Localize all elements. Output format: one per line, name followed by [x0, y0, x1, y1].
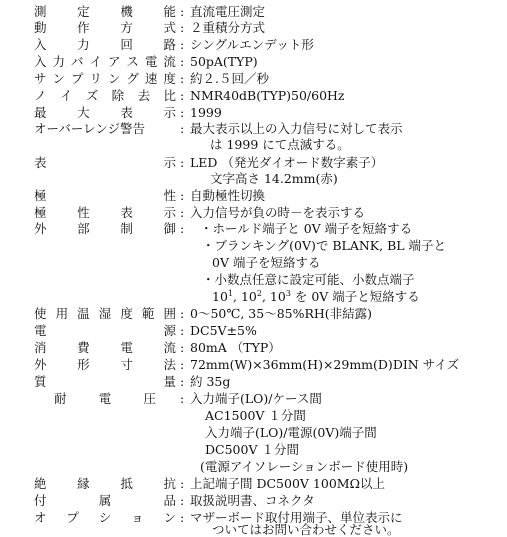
spec-row-continued	[0, 459, 507, 475]
spec-row-continued	[0, 255, 507, 271]
colon: :	[180, 71, 185, 86]
spec-label-dimensions: 外 形 寸 法	[34, 357, 176, 372]
colon: :	[180, 476, 185, 491]
spec-value: NMR40dB(TYP)50/60Hz	[190, 88, 345, 103]
colon: :	[180, 205, 185, 220]
spec-value-continued: AC1500V １分間	[205, 408, 306, 423]
spec-value: DC5V±5%	[190, 323, 257, 338]
spec-value-continued: 入力端子(LO)/電源(0V)端子間	[205, 425, 377, 440]
colon: :	[180, 493, 185, 508]
spec-label-max-display: 最 大 表 示	[34, 105, 176, 120]
colon: :	[180, 340, 185, 355]
colon: :	[180, 88, 185, 103]
colon: :	[180, 54, 185, 69]
spec-row	[0, 306, 507, 322]
spec-label-power-supply: 電 源	[34, 323, 176, 338]
spec-label-polarity: 極 性	[34, 188, 176, 203]
spec-row	[0, 4, 507, 20]
spec-value: 0～50℃, 35～85%RH(非結露)	[190, 306, 373, 321]
spec-value: 1999	[190, 105, 222, 120]
spec-value: ・ホールド端子と 0V 端子を短絡する	[200, 221, 413, 236]
spec-value: 上記端子間 DC500V 100MΩ以上	[190, 476, 385, 491]
spec-row	[0, 476, 507, 492]
spec-value-continued: ついてはお問い合わせください。	[212, 522, 400, 537]
spec-label-operation-method: 動 作 方 式	[34, 20, 176, 35]
spec-row	[0, 37, 507, 53]
decimal-exponent-2: 2	[256, 289, 262, 298]
spec-label-sampling-rate: サ ン プ リ ン グ 速 度	[34, 71, 176, 86]
spec-value: 50pA(TYP)	[190, 54, 258, 69]
spec-label-input-bias-current: 入 力 バ イ ア ス 電 流	[34, 54, 176, 69]
spec-row	[0, 54, 507, 70]
spec-value: 取扱説明書、コネクタ	[190, 493, 315, 508]
spec-row-continued	[0, 408, 507, 424]
spec-row	[0, 20, 507, 36]
spec-row	[0, 188, 507, 204]
spec-label-current-consumption: 消 費 電 流	[34, 340, 176, 355]
spec-row	[0, 391, 507, 407]
spec-value: 入力端子(LO)/ケース間	[190, 391, 322, 406]
colon: :	[180, 37, 185, 52]
spec-row-continued	[0, 137, 507, 153]
spec-row-continued	[0, 425, 507, 441]
spec-row-continued	[0, 272, 507, 288]
spec-row	[0, 374, 507, 390]
spec-row	[0, 105, 507, 121]
colon: :	[180, 20, 185, 35]
spec-row	[0, 221, 507, 237]
spec-row	[0, 323, 507, 339]
colon: :	[180, 510, 185, 525]
spec-value: 80mA （TYP）	[190, 340, 281, 355]
spec-row	[0, 71, 507, 87]
spec-row	[0, 493, 507, 509]
spec-row	[0, 205, 507, 221]
spec-label-measurement-function: 測 定 機 能	[34, 4, 176, 19]
decimal-base-3: , 10	[261, 289, 286, 304]
decimal-exponent-1: 1	[227, 289, 233, 298]
spec-label-operating-temp-humidity: 使 用 温 湿 度 範 囲	[34, 306, 176, 321]
spec-row	[0, 340, 507, 356]
spec-row-continued	[0, 524, 507, 536]
spec-value-continued: ・小数点任意に設定可能、小数点端子	[202, 272, 415, 287]
decimal-exponent-3: 3	[285, 289, 291, 298]
spec-value: シングルエンデット形	[190, 37, 314, 52]
spec-value: 72mm(W)×36mm(H)×29mm(D)DIN サイズ	[190, 357, 460, 372]
spec-row	[0, 121, 507, 137]
colon: :	[180, 323, 185, 338]
spec-label-overrange-warning: オーバーレンジ警告	[34, 121, 146, 136]
spec-label-polarity-indication: 極 性 表 示	[34, 205, 176, 220]
spec-value-continued: 0V 端子を短絡する	[212, 255, 321, 270]
spec-label-mass: 質 量	[34, 374, 176, 389]
colon: :	[180, 306, 185, 321]
colon: :	[180, 391, 185, 406]
spec-row-continued	[0, 289, 507, 305]
spec-value: LED （発光ダイオード数字素子）	[190, 155, 384, 170]
spec-label-withstand-voltage: 耐 電 圧	[54, 391, 156, 406]
spec-value: マザーボード取付用端子、単位表示に	[190, 510, 403, 525]
colon: :	[180, 188, 185, 203]
spec-value: ２重積分方式	[190, 20, 266, 35]
spec-row-continued	[0, 171, 507, 187]
colon: :	[180, 155, 185, 170]
spec-value-continued: は 1999 にて点滅する。	[210, 137, 350, 152]
spec-label-noise-rejection: ノ イ ズ 除 去 比	[34, 88, 176, 103]
colon: :	[180, 4, 185, 19]
colon: :	[180, 357, 185, 372]
spec-row	[0, 88, 507, 104]
spec-label-options: オ プ シ ョ ン	[34, 510, 176, 525]
colon: :	[180, 374, 185, 389]
spec-row-continued	[0, 442, 507, 458]
spec-value: 自動極性切換	[190, 188, 266, 203]
spec-row-continued	[0, 238, 507, 254]
spec-label-input-circuit: 入 力 回 路	[34, 37, 176, 52]
decimal-point-line	[212, 289, 420, 305]
spec-value-continued: ・ブランキング(0V)で BLANK, BL 端子と	[202, 238, 447, 253]
decimal-base-1: 10	[212, 289, 228, 304]
spec-value: 直流電圧測定	[190, 4, 266, 19]
colon: :	[180, 121, 185, 136]
spec-value-continued: 文字高さ 14.2mm(赤)	[210, 171, 338, 186]
decimal-suffix: を 0V 端子と短絡する	[290, 289, 420, 304]
spec-value: 最大表示以上の入力信号に対して表示	[190, 121, 403, 136]
spec-label-external-control: 外 部 制 御	[34, 221, 176, 236]
spec-label-display: 表 示	[34, 155, 176, 170]
spec-value: 約 35g	[190, 374, 231, 389]
spec-row	[0, 357, 507, 373]
colon: :	[180, 105, 185, 120]
decimal-base-2: , 10	[233, 289, 257, 304]
spec-value-continued: DC500V １分間	[205, 442, 299, 457]
spec-label-accessories: 付 属 品	[34, 493, 176, 508]
spec-value: 約２.５回／秒	[190, 71, 269, 86]
spec-value-continued: (電源アイソレーションボード使用時)	[200, 459, 409, 474]
spec-row	[0, 155, 507, 171]
spec-label-insulation-resistance: 絶 縁 抵 抗	[34, 476, 176, 491]
spec-value: 入力信号が負の時－を表示する	[190, 205, 366, 220]
colon: :	[180, 221, 185, 236]
